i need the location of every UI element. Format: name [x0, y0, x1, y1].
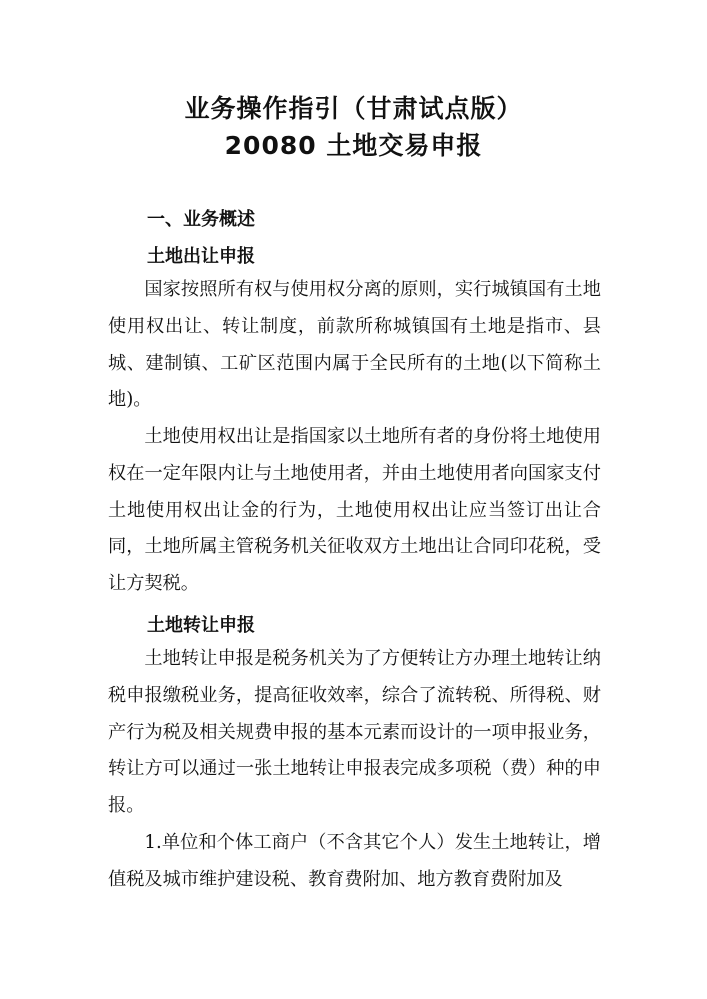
subsection-heading-land-grant: 土地出让申报 — [147, 246, 255, 267]
section-heading-overview: 一、业务概述 — [147, 209, 255, 230]
paragraph-land-transfer-item-1: 1.单位和个体工商户（不含其它个人）发生土地转让，增值税及城市维护建设税、教育费附加、地方教育费附加及 — [108, 832, 601, 890]
document-title: 业务操作指引（甘肃试点版） — [184, 94, 523, 123]
paragraph-land-grant-principle: 国家按照所有权与使用权分离的原则，实行城镇国有土地使用权出让、转让制度，前款所称城镇国有土地是指市、县城、建制镇、工矿区范围内属于全民所有的土地(以下简称土地)。 — [108, 279, 601, 411]
paragraph-land-grant-definition: 土地使用权出让是指国家以土地所有者的身份将土地使用权在一定年限内让与土地使用者，并由土地使用者向国家支付土地使用权出让金的行为，土地使用权出让应当签订出让合同，土地所属主管税务机关征收双方土地出让合同印花税，受让方契税。 — [108, 426, 601, 595]
paragraph-land-transfer-description: 土地转让申报是税务机关为了方便转让方办理土地转让纳税申报缴税业务，提高征收效率，综合了流转税、所得税、财产行为税及相关规费申报的基本元素而设计的一项申报业务，转让方可以通过一张土地转让申报表完成多项税（费）种的申报。 — [108, 648, 601, 817]
subsection-heading-land-transfer: 土地转让申报 — [147, 615, 255, 636]
document-subtitle: 20080 土地交易申报 — [224, 131, 483, 160]
